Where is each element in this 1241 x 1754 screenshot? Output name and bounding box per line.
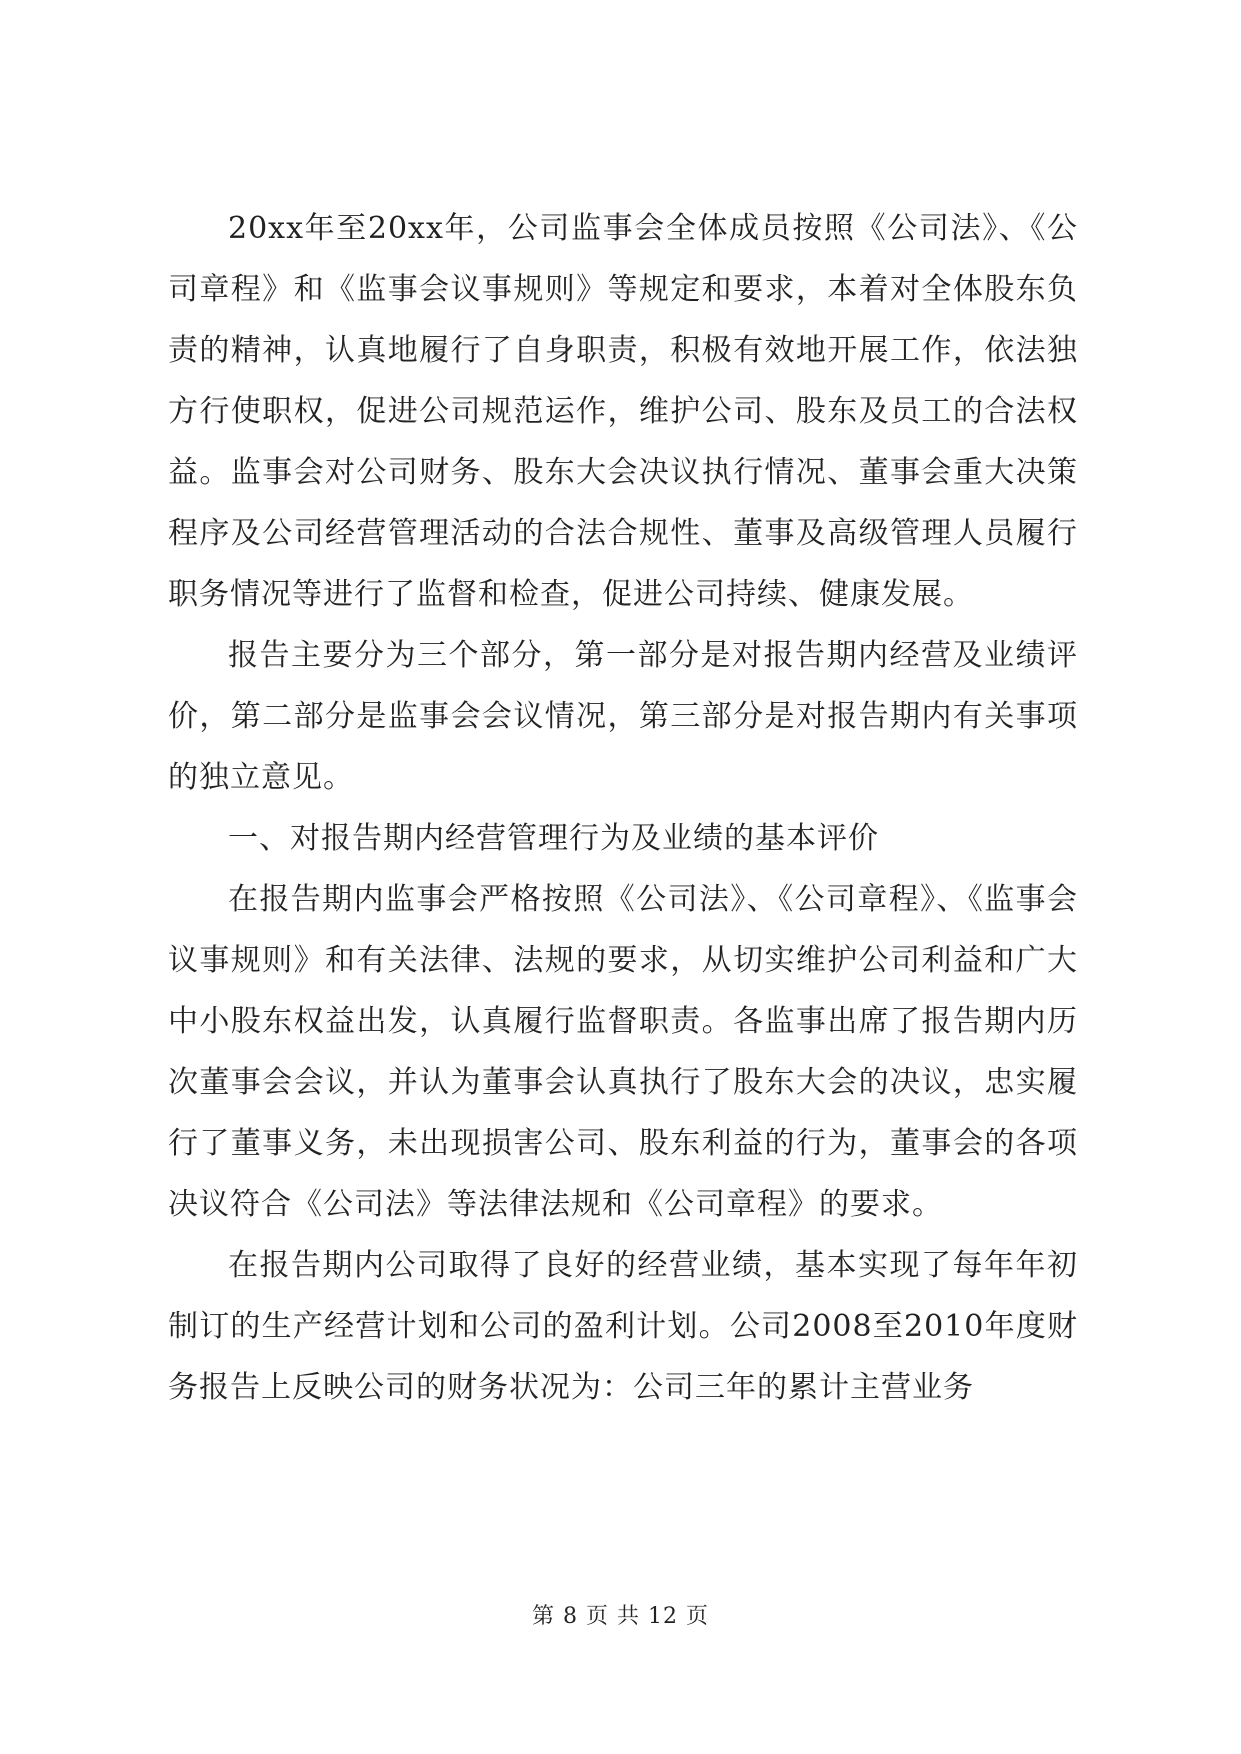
paragraph-performance: 在报告期内公司取得了良好的经营业绩，基本实现了每年年初制订的生产经营计划和公司的盈利计划。公司2008至2010年度财务报告上反映公司的财务状况为：公司三年的累计主营业务 bbox=[168, 1248, 1078, 1405]
document-body bbox=[168, 198, 1078, 1418]
paragraph-supervision: 在报告期内监事会严格按照《公司法》、《公司章程》、《监事会议事规则》和有关法律、法规的要求，从切实维护公司利益和广大中小股东权益出发，认真履行监督职责。各监事出席了报告期内历次董事会会议，并认为董事会认真执行了股东大会的决议，忠实履行了董事义务，未出现损害公司、股东利益的行为，董事会的各项决议符合《公司法》等法律法规和《公司章程》的要求。 bbox=[168, 882, 1078, 1222]
section-heading: 一、对报告期内经营管理行为及业绩的基本评价 bbox=[228, 821, 879, 856]
paragraph-report-structure: 报告主要分为三个部分，第一部分是对报告期内经营及业绩评价，第二部分是监事会会议情况，第三部分是对报告期内有关事项的独立意见。 bbox=[168, 638, 1078, 795]
paragraph-intro: 20xx年至20xx年，公司监事会全体成员按照《公司法》、《公司章程》和《监事会议事规则》等规定和要求，本着对全体股东负责的精神，认真地履行了自身职责，积极有效地开展工作，依法独方行使职权，促进公司规范运作，维护公司、股东及员工的合法权益。监事会对公司财务、股东大会决议执行情况、董事会重大决策程序及公司经营管理活动的合法合规性、董事及高级管理人员履行职务情况等进行了监督和检查，促进公司持续、健康发展。 bbox=[168, 211, 1078, 612]
page-number-footer: 第 8 页 共 12 页 bbox=[532, 1604, 709, 1629]
